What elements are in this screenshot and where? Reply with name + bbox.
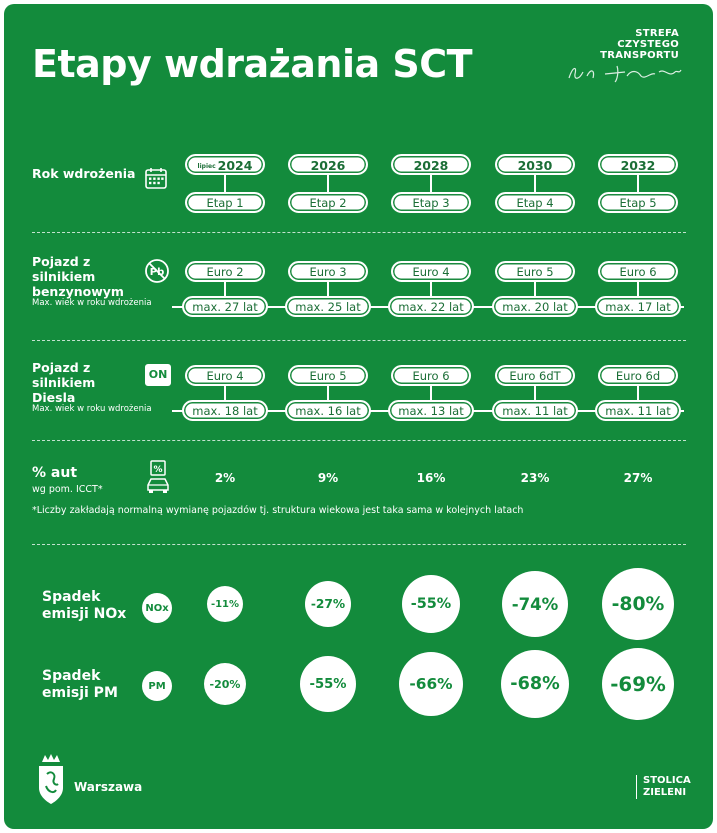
- slogan-line-1: STOLICA: [643, 775, 691, 786]
- pm-reduction-circle: -68%: [501, 650, 569, 718]
- diesel-age-pill: max. 16 lat: [285, 400, 371, 421]
- petrol-connector: [534, 281, 536, 296]
- share-value: 27%: [623, 471, 653, 485]
- section-divider: [32, 232, 686, 233]
- diesel-euro-pill: Euro 5: [288, 365, 368, 386]
- petrol-age-pill: max. 20 lat: [492, 296, 578, 317]
- diesel-connector: [430, 385, 432, 400]
- share-value: 2%: [214, 471, 236, 485]
- pm-icon: PM: [142, 671, 172, 701]
- petrol-euro-pill: Euro 5: [495, 261, 575, 282]
- nox-icon: NOx: [142, 593, 172, 623]
- signature-icon: [565, 60, 685, 86]
- diesel-age-pill: max. 11 lat: [492, 400, 578, 421]
- year-value: 2030: [517, 158, 553, 173]
- year-stage-connector: [224, 175, 226, 192]
- stage-pill: Etap 2: [288, 192, 368, 213]
- share-value: 23%: [520, 471, 550, 485]
- share-value: 9%: [317, 471, 339, 485]
- page-title: Etapy wdrażania SCT: [32, 42, 473, 86]
- year-pill: [391, 154, 471, 175]
- brand-line-3: TRANSPORTU: [600, 50, 679, 61]
- diesel-age-pill: max. 11 lat: [595, 400, 681, 421]
- stage-pill: Etap 1: [185, 192, 265, 213]
- share-value: 16%: [416, 471, 446, 485]
- petrol-section-sub: Max. wiek w roku wdrożenia: [32, 298, 152, 308]
- share-section-sub: wg pom. ICCT*: [32, 484, 103, 495]
- diesel-section-sub: Max. wiek w roku wdrożenia: [32, 404, 152, 414]
- warsaw-coat-of-arms-icon: [34, 752, 68, 808]
- slogan-logo: [636, 775, 691, 799]
- footnote: *Liczby zakładają normalną wymianę pojazdów tj. struktura wiekowa jest taka sama w kolejnych latach: [32, 505, 524, 516]
- year-value: 2026: [310, 158, 346, 173]
- year-section-label: Rok wdrożenia: [32, 166, 136, 181]
- diesel-connector: [224, 385, 226, 400]
- stage-pill: Etap 3: [391, 192, 471, 213]
- year-pill: [495, 154, 575, 175]
- nox-reduction-circle: -11%: [207, 586, 243, 622]
- year-stage-connector: [637, 175, 639, 192]
- brand-line-2: CZYSTEGO: [617, 39, 679, 50]
- nox-reduction-circle: -55%: [402, 575, 460, 633]
- share-icon-text: %: [153, 465, 163, 475]
- petrol-connector: [430, 281, 432, 296]
- brand-line-1: STREFA: [635, 28, 679, 39]
- year-prefix: lipiec: [197, 163, 216, 170]
- nox-reduction-circle: -74%: [502, 571, 568, 637]
- diesel-euro-pill: Euro 6dT: [495, 365, 575, 386]
- year-stage-connector: [430, 175, 432, 192]
- diesel-euro-pill: Euro 6: [391, 365, 471, 386]
- diesel-connector: [637, 385, 639, 400]
- nox-reduction-circle: -80%: [602, 568, 674, 640]
- year-value: 2032: [620, 158, 656, 173]
- infographic-card: [4, 4, 713, 829]
- petrol-connector: [637, 281, 639, 296]
- diesel-connector: [534, 385, 536, 400]
- petrol-connector: [327, 281, 329, 296]
- no-lead-petrol-icon: [144, 258, 170, 284]
- year-value: 2028: [413, 158, 449, 173]
- year-pill: [288, 154, 368, 175]
- nox-reduction-circle: -27%: [305, 581, 351, 627]
- diesel-age-pill: max. 18 lat: [182, 400, 268, 421]
- section-divider: [32, 544, 686, 545]
- year-value: 2024: [217, 158, 253, 173]
- pm-reduction-circle: -55%: [300, 656, 356, 712]
- petrol-euro-pill: Euro 3: [288, 261, 368, 282]
- year-stage-connector: [534, 175, 536, 192]
- year-pill: [185, 154, 265, 175]
- year-stage-connector: [327, 175, 329, 192]
- diesel-on-icon: ON: [145, 364, 171, 386]
- diesel-euro-pill: Euro 6d: [598, 365, 678, 386]
- nox-emission-label: Spadek emisji NOx: [42, 589, 127, 622]
- petrol-age-pill: max. 22 lat: [388, 296, 474, 317]
- diesel-age-pill: max. 13 lat: [388, 400, 474, 421]
- petrol-euro-pill: Euro 6: [598, 261, 678, 282]
- diesel-connector: [327, 385, 329, 400]
- stage-pill: Etap 5: [598, 192, 678, 213]
- car-percent-icon: [144, 460, 172, 496]
- petrol-age-pill: max. 27 lat: [182, 296, 268, 317]
- slogan-line-2: ZIELENI: [643, 787, 687, 798]
- year-pill: [598, 154, 678, 175]
- pm-reduction-circle: -69%: [602, 648, 674, 720]
- city-name: Warszawa: [74, 780, 143, 794]
- petrol-age-pill: max. 25 lat: [285, 296, 371, 317]
- diesel-section-label: Pojazd z silnikiem Diesla: [32, 360, 96, 405]
- petrol-connector: [224, 281, 226, 296]
- brand-logo-text: [549, 28, 679, 61]
- petrol-age-pill: max. 17 lat: [595, 296, 681, 317]
- petrol-section-label: Pojazd z silnikiem benzynowym: [32, 254, 124, 299]
- calendar-icon: [143, 165, 169, 191]
- petrol-euro-pill: Euro 4: [391, 261, 471, 282]
- section-divider: [32, 440, 686, 441]
- stage-pill: Etap 4: [495, 192, 575, 213]
- petrol-euro-pill: Euro 2: [185, 261, 265, 282]
- share-section-label: % aut: [32, 465, 78, 481]
- diesel-euro-pill: Euro 4: [185, 365, 265, 386]
- section-divider: [32, 340, 686, 341]
- petrol-icon-text: Pb: [149, 267, 165, 278]
- pm-reduction-circle: -66%: [399, 652, 463, 716]
- pm-reduction-circle: -20%: [204, 663, 246, 705]
- pm-emission-label: Spadek emisji PM: [42, 668, 118, 701]
